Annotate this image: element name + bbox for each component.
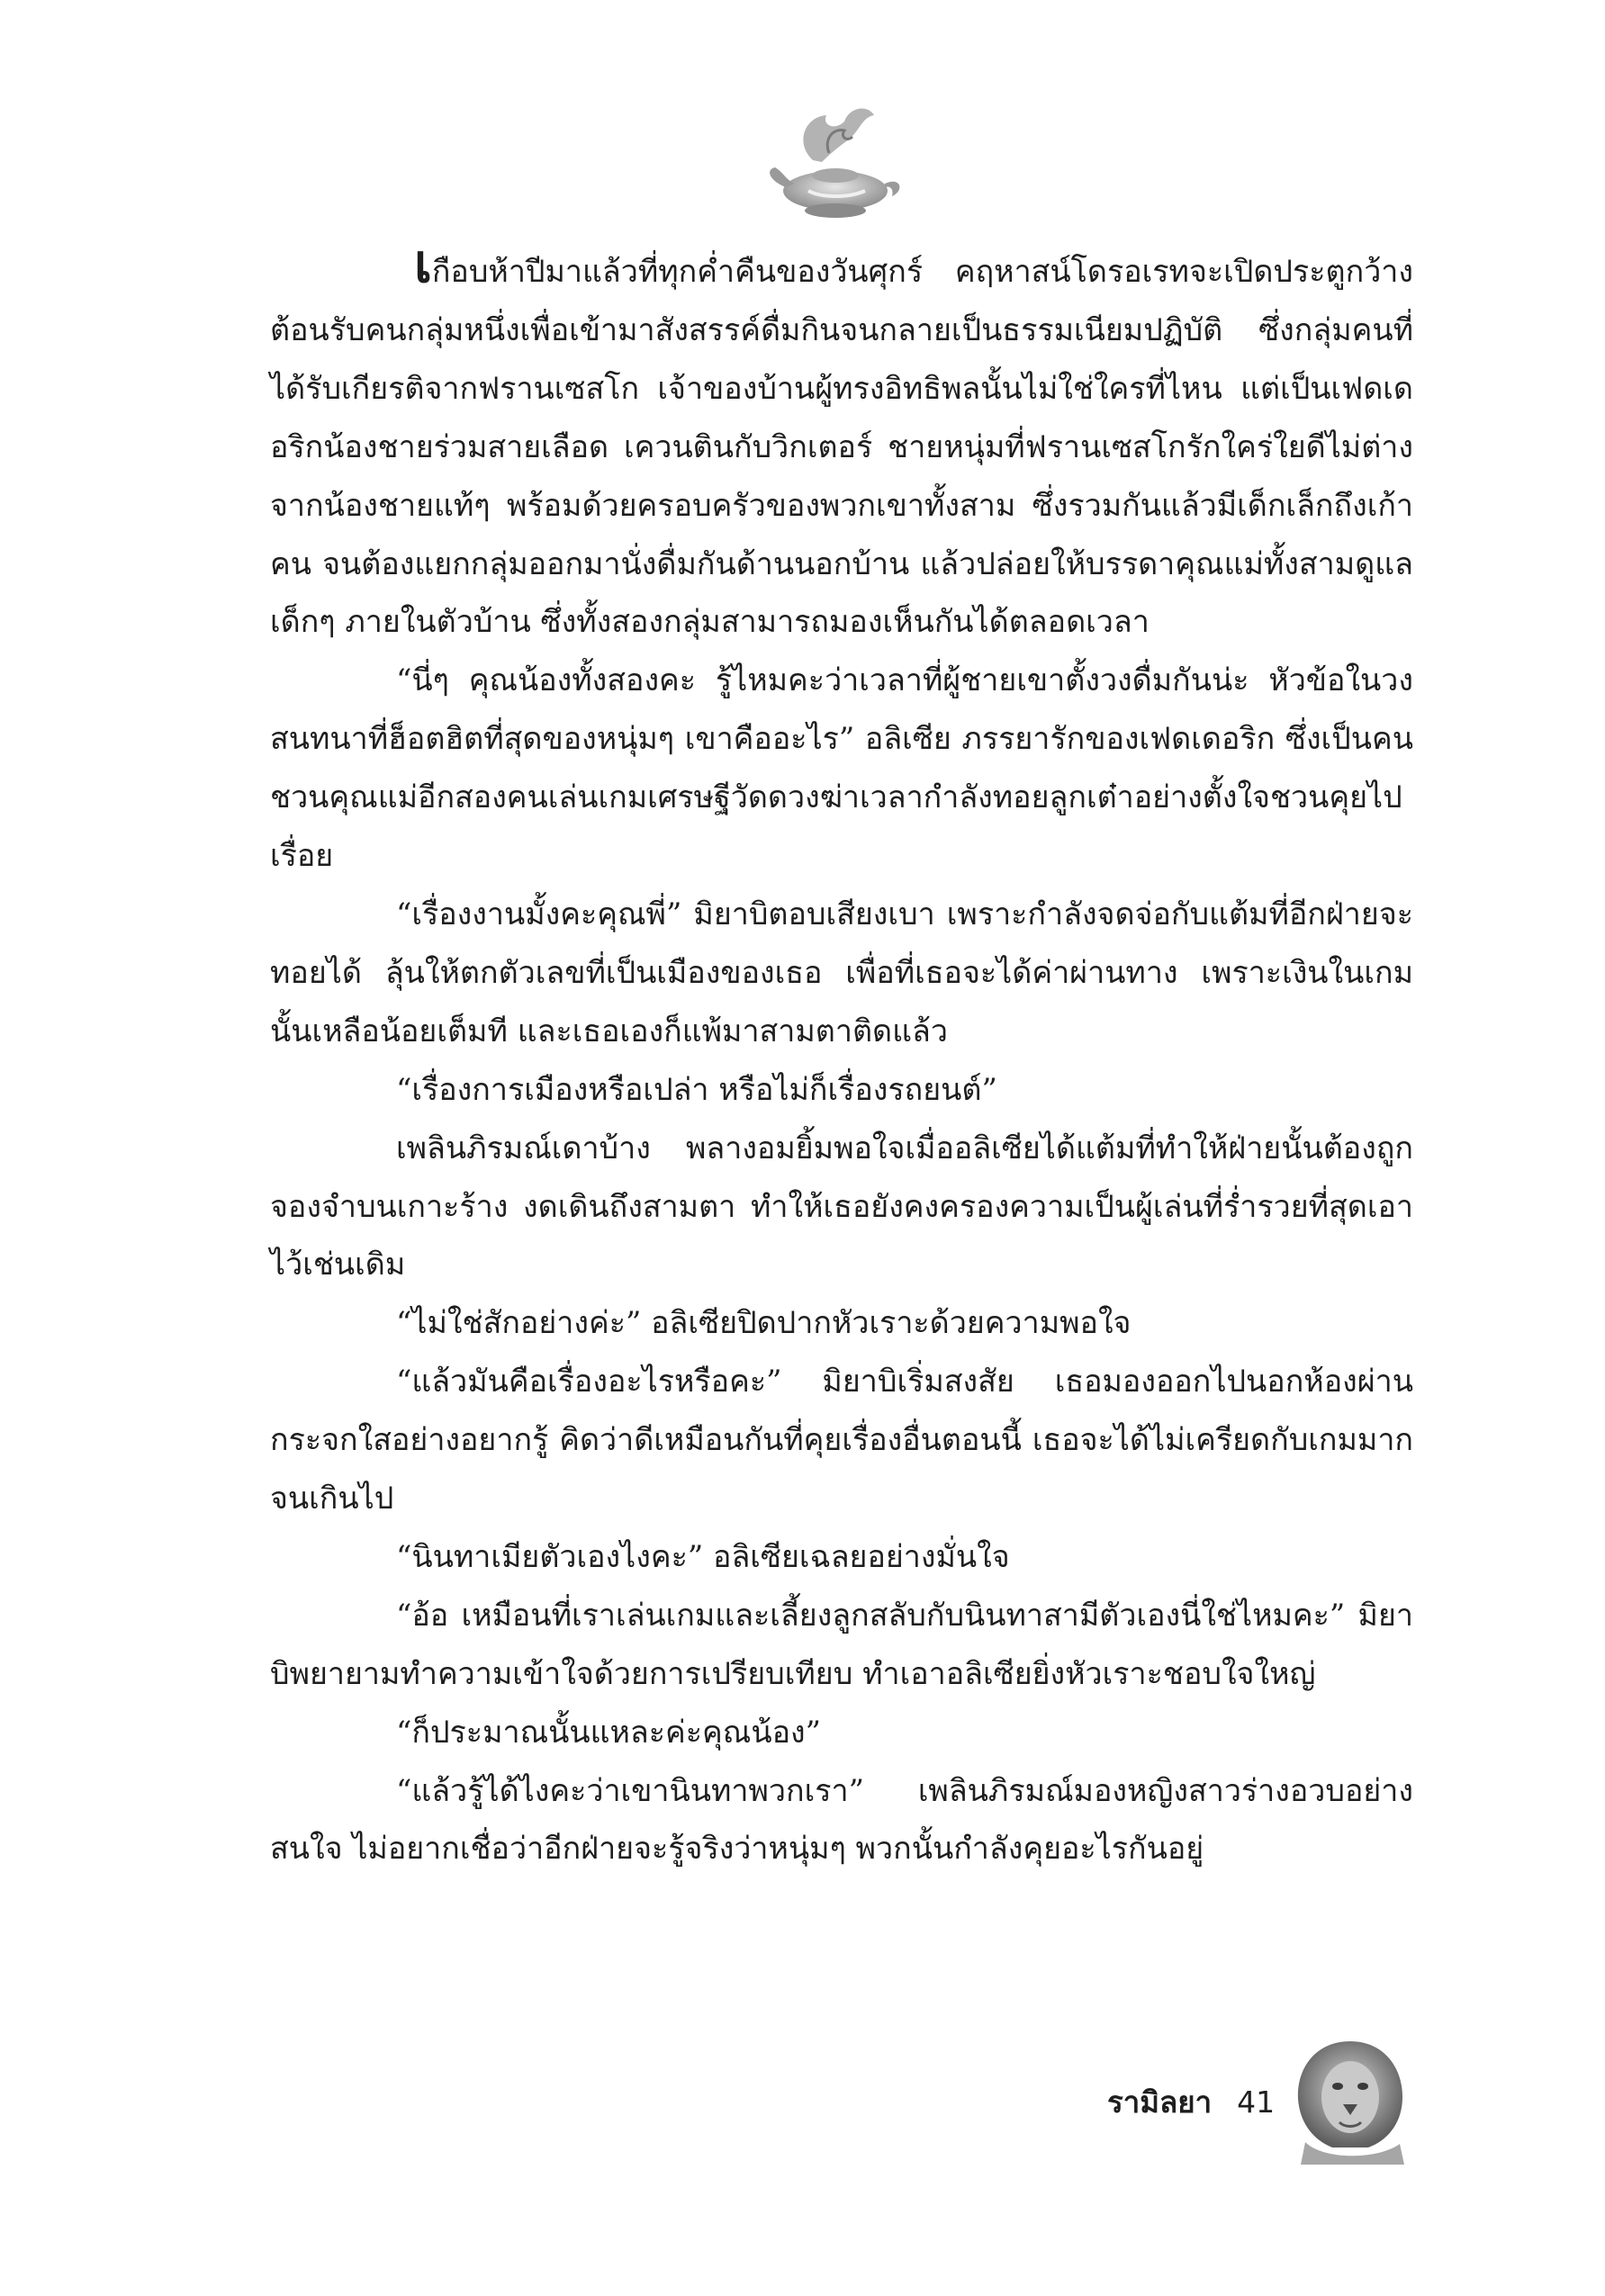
paragraph: “เรื่องการเมืองหรือเปล่า หรือไม่ก็เรื่องรถยนต์”	[396, 1071, 997, 1108]
book-title: รามิลยา	[1107, 2084, 1213, 2120]
paragraph-text: กือบห้าปีมาแล้วที่ทุกค่ำคืนของวันศุกร์ คฤหาสน์โดรอเรทจะเปิดประตูกว้างต้อนรับคนกลุ่มหนึ่งเพื่อเข้ามาสังสรรค์ดื่มกินจนกลายเป็นธรรมเนียมปฏิบัติ ซึ่งกลุ่มคนที่ได้รับเกียรติจากฟรานเซสโก เจ้าของบ้านผู้ทรงอิทธิพลนั้นไม่ใช่ใครที่ไหน แต่เป็นเฟดเดอริกน้องชายร่วมสายเลือด เควนตินกับวิกเตอร์ ชายหนุ่มที่ฟรานเซสโกรักใคร่ใยดีไม่ต่างจากน้องชายแท้ๆ พร้อมด้วยครอบครัวของพวกเขาทั้งสาม ซึ่งรวมกันแล้วมีเด็กเล็กถึงเก้าคน จนต้องแยกกลุ่มออกมานั่งดื่มกันด้านนอกบ้าน แล้วปล่อยให้บรรดาคุณแม่ทั้งสามดูแลเด็กๆ ภายในตัวบ้าน ซึ่งทั้งสองกลุ่มสามารถมองเห็นกันได้ตลอดเวลา	[270, 254, 1413, 641]
paragraph: “เรื่องงานมั้งคะคุณพี่” มิยาบิตอบเสียงเบา เพราะกำลังจดจ่อกับแต้มที่อีกฝ่ายจะทอยได้ ลุ้นให้ตกตัวเลขที่เป็นเมืองของเธอ เพื่อที่เธอจะได้ค่าผ่านทาง เพราะเงินในเกมนั้นเหลือน้อยเต็มที และเธอเองก็แพ้มาสามตาติดแล้ว	[270, 896, 1413, 1049]
paragraph: “อ้อ เหมือนที่เราเล่นเกมและเลี้ยงลูกสลับกับนินทาสามีตัวเองนี่ใช่ไหมคะ” มิยาบิพยายามทำความเข้าใจด้วยการเปรียบเทียบ ทำเอาอลิเซียยิ่งหัวเราะชอบใจใหญ่	[270, 1597, 1413, 1692]
genie-lamp-icon	[759, 90, 912, 234]
paragraph: “นี่ๆ คุณน้องทั้งสองคะ รู้ไหมคะว่าเวลาที่ผู้ชายเขาตั้งวงดื่มกันน่ะ หัวข้อในวงสนทนาที่ฮ็อตฮิตที่สุดของหนุ่มๆ เขาคืออะไร” อลิเซีย ภรรยารักของเฟดเดอริก ซึ่งเป็นคนชวนคุณแม่อีกสองคนเล่นเกมเศรษฐีวัดดวงฆ่าเวลากำลังทอยลูกเต๋าอย่างตั้งใจชวนคุยไปเรื่อย	[270, 662, 1413, 875]
paragraph: “แล้วมันคือเรื่องอะไรหรือคะ” มิยาบิเริ่มสงสัย เธอมองออกไปนอกห้องผ่านกระจกใสอย่างอยากรู้ คิดว่าดีเหมือนกันที่คุยเรื่องอื่นตอนนี้ เธอจะได้ไม่เครียดกับเกมมากจนเกินไป	[270, 1364, 1413, 1517]
paragraph: “ก็ประมาณนั้นแหละค่ะคุณน้อง”	[396, 1714, 821, 1751]
paragraph: “ไม่ใช่สักอย่างค่ะ” อลิเซียปิดปากหัวเราะด้วยความพอใจ	[396, 1305, 1132, 1342]
paragraph: “แล้วรู้ได้ไงคะว่าเขานินทาพวกเรา” เพลินภิรมณ์มองหญิงสาวร่างอวบอย่างสนใจ ไม่อยากเชื่อว่าอีกฝ่ายจะรู้จริงว่าหนุ่มๆ พวกนั้นกำลังคุยอะไรกันอยู่	[270, 1772, 1413, 1868]
paragraph: เพลินภิรมณ์เดาบ้าง พลางอมยิ้มพอใจเมื่ออลิเซียได้แต้มที่ทำให้ฝ่ายนั้นต้องถูกจองจำบนเกาะร้าง งดเดินถึงสามตา ทำให้เธอยังคงครองความเป็นผู้เล่นที่ร่ำรวยที่สุดเอาไว้เช่นเดิม	[270, 1130, 1413, 1283]
body-text	[270, 233, 1413, 1989]
drop-cap: เ	[414, 233, 432, 294]
page-number: 41	[1237, 2084, 1276, 2120]
paragraph: “นินทาเมียตัวเองไงคะ” อลิเซียเฉลยอย่างมั่นใจ	[396, 1538, 1010, 1575]
page-footer	[1107, 2075, 1275, 2129]
lion-icon	[1287, 2034, 1413, 2169]
paragraph	[270, 233, 1413, 652]
